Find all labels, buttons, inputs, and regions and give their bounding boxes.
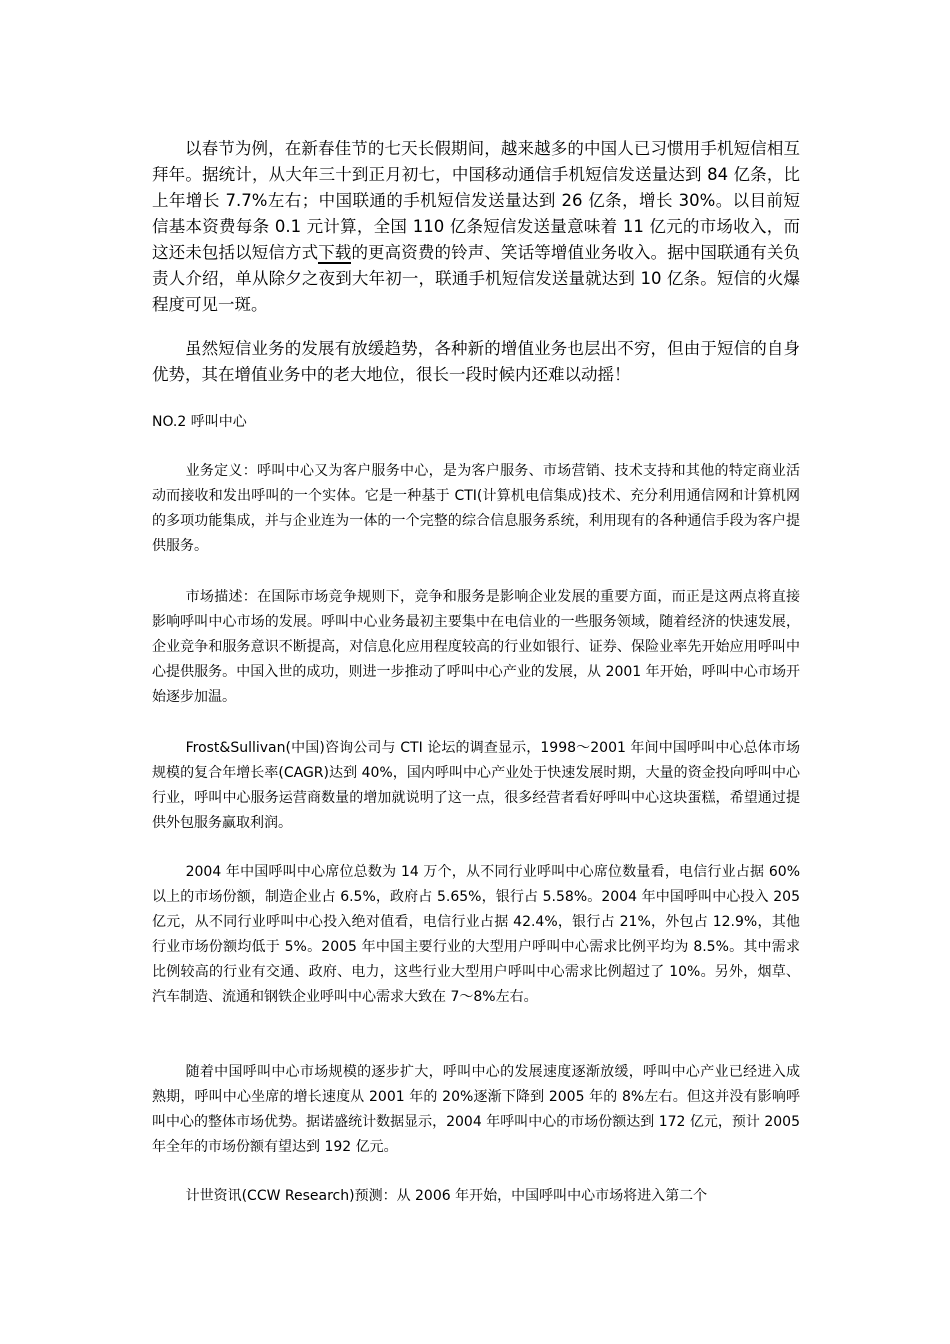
paragraph-seat-stats: 2004 年中国呼叫中心席位总数为 14 万个，从不同行业呼叫中心席位数量看，电信行业占据 60%以上的市场份额，制造企业占 6.5%，政府占 5.65%，银行占 5.58%。2004 年中国呼叫中心投入 205 亿元，从不同行业呼叫中心投入绝对值看，电信行业占据 42.4%，银行占 21%，外包占 12.9%，其他行业市场份额均低于 5%。2005 年中国主要行业的大型用户呼叫中心需求比例平均为 8.5%。其中需求比例较高的行业有交通、政府、电力，这些行业大型用户呼叫中心需求比例超过了 10%。另外，烟草、汽车制造、流通和钢铁企业呼叫中心需求大致在 7～8%左右。: [152, 864, 800, 1005]
paragraph-market-growth: 随着中国呼叫中心市场规模的逐步扩大，呼叫中心的发展速度逐渐放缓，呼叫中心产业已经进入成熟期，呼叫中心坐席的增长速度从 2001 年的 20%逐渐下降到 2005 年的 8%左右。但这并没有影响呼叫中心的整体市场优势。据诺盛统计数据显示，2004 年呼叫中心的市场份额达到 172 亿元，预计 2005 年全年的市场份额有望达到 192 亿元。: [152, 1064, 800, 1155]
section-heading: NO.2 呼叫中心: [152, 414, 247, 430]
download-link[interactable]: 下载: [318, 243, 352, 262]
paragraph-definition: 业务定义：呼叫中心又为客户服务中心，是为客户服务、市场营销、技术支持和其他的特定商业活动而接收和发出呼叫的一个实体。它是一种基于 CTI(计算机电信集成)技术、充分利用通信网和计算机网的多项功能集成，并与企业连为一体的一个完整的综合信息服务系统，利用现有的各种通信手段为客户提供服务。: [152, 463, 800, 554]
paragraph-sms-spring-festival: [152, 136, 800, 318]
paragraph-text: 的更高资费的铃声、笑话等增值业务收入。据中国联通有关负责人介绍，单从除夕之夜到大年初一，联通手机短信发送量就达到 10 亿条。短信的火爆程度可见一斑。: [152, 243, 801, 314]
paragraph-market-description: 市场描述：在国际市场竞争规则下，竞争和服务是影响企业发展的重要方面，而正是这两点将直接影响呼叫中心市场的发展。呼叫中心业务最初主要集中在电信业的一些服务领域，随着经济的快速发展，企业竞争和服务意识不断提高，对信息化应用程度较高的行业如银行、证券、保险业率先开始应用呼叫中心提供服务。中国入世的成功，则进一步推动了呼叫中心产业的发展，从 2001 年开始，呼叫中心市场开始逐步加温。: [152, 589, 800, 705]
paragraph-survey: Frost&Sullivan(中国)咨询公司与 CTI 论坛的调查显示，1998～2001 年间中国呼叫中心总体市场规模的复合年增长率(CAGR)达到 40%，国内呼叫中心产业处于快速发展时期，大量的资金投向呼叫中心行业，呼叫中心服务运营商数量的增加就说明了这一点，很多经营者看好呼叫中心这块蛋糕，希望通过提供外包服务赢取利润。: [152, 740, 800, 831]
paragraph-sms-outlook: 虽然短信业务的发展有放缓趋势，各种新的增值业务也层出不穷，但由于短信的自身优势，其在增值业务中的老大地位，很长一段时候内还难以动摇！: [152, 339, 800, 384]
paragraph-text: 以春节为例，在新春佳节的七天长假期间，越来越多的中国人已习惯用手机短信相互拜年。据统计，从大年三十到正月初七，中国移动通信手机短信发送量达到 84 亿条，比上年增长 7.7%左右；中国联通的手机短信发送量达到 26 亿条，增长 30%。以目前短信基本资费每条 0.1 元计算，全国 110 亿条短信发送量意味着 11 亿元的市场收入，而这还未包括以短信方式: [152, 139, 800, 262]
paragraph-forecast: 计世资讯(CCW Research)预测：从 2006 年开始，中国呼叫中心市场将进入第二个: [185, 1188, 708, 1204]
